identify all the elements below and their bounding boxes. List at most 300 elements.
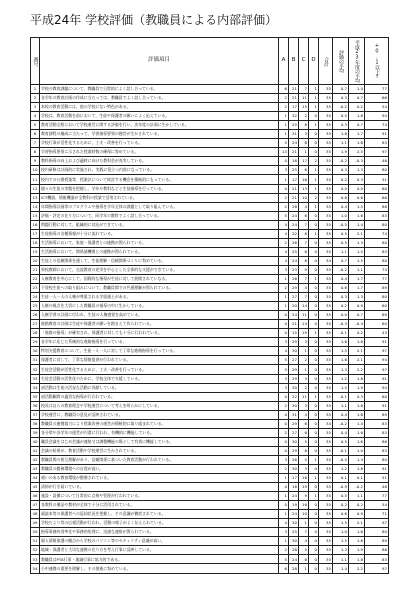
row-total: 35 bbox=[319, 311, 333, 320]
row-item: 校長は自らの教育理念や学校運営について考えを明らかにしている。 bbox=[40, 401, 279, 410]
row-up: 74 bbox=[365, 229, 389, 238]
row-item: 週いのある教育環境が整備されている。 bbox=[40, 474, 279, 483]
row-item: 会議の結果が、教育活動や学校運営に生かされている。 bbox=[40, 446, 279, 455]
row-no: 24 bbox=[31, 293, 40, 302]
row-total: 35 bbox=[319, 474, 333, 483]
count-d: 0 bbox=[309, 564, 319, 574]
count-c: 3 bbox=[299, 374, 309, 383]
count-b: 31 bbox=[289, 130, 299, 139]
row-no: 21 bbox=[31, 265, 40, 274]
row-item: 個々の生徒の実態を把握し、学年や教科などと生徒指導を行っている。 bbox=[40, 184, 279, 193]
count-c: 7 bbox=[299, 274, 309, 283]
row-no: 42 bbox=[31, 455, 40, 464]
row-up: 83 bbox=[365, 247, 389, 256]
count-b: 30 bbox=[289, 401, 299, 410]
row-no: 8 bbox=[31, 148, 40, 157]
table-row bbox=[31, 311, 389, 320]
table-row bbox=[31, 265, 389, 274]
row-total: 35 bbox=[319, 139, 333, 148]
count-c: 3 bbox=[299, 130, 309, 139]
count-c: 1 bbox=[299, 519, 309, 528]
table-row bbox=[31, 238, 389, 247]
row-prev: 1.1 bbox=[349, 265, 365, 274]
row-prev: 2.1 bbox=[349, 356, 365, 365]
count-c: 14 bbox=[299, 302, 309, 311]
row-item: 生徒会活動が活性化するために、工夫・改善を行っている。 bbox=[40, 365, 279, 374]
header-b: B bbox=[289, 38, 299, 85]
count-b: 30 bbox=[289, 347, 299, 356]
count-c: 19 bbox=[299, 329, 309, 338]
row-item: 教科指導の向上および適時に向けた教科会が充実している。 bbox=[40, 157, 279, 166]
table-row bbox=[31, 483, 389, 492]
table-row bbox=[31, 510, 389, 519]
row-total: 35 bbox=[319, 564, 333, 574]
row-no: 39 bbox=[31, 428, 40, 437]
count-c: 2 bbox=[299, 383, 309, 392]
count-a: 2 bbox=[279, 284, 289, 293]
count-a: 2 bbox=[279, 193, 289, 202]
table-row bbox=[31, 374, 389, 383]
row-item: 「進路の指導」が確実され、保護者に対しても十分に行われている。 bbox=[40, 329, 279, 338]
row-prev: 1.4 bbox=[349, 85, 365, 94]
count-b: 27 bbox=[289, 428, 299, 437]
row-item: 部活動顧問の適切な指導が行われている。 bbox=[40, 392, 279, 401]
header-no: 番号 bbox=[31, 38, 40, 85]
row-avg: -0.1 bbox=[333, 329, 349, 338]
count-b: 22 bbox=[289, 229, 299, 238]
count-c: 17 bbox=[299, 157, 309, 166]
row-up: 80 bbox=[365, 256, 389, 265]
row-up: 94 bbox=[365, 356, 389, 365]
row-avg: 1.6 bbox=[333, 356, 349, 365]
row-total: 35 bbox=[319, 428, 333, 437]
count-c: 6 bbox=[299, 139, 309, 148]
count-a: 3 bbox=[279, 528, 289, 537]
count-d: 0 bbox=[309, 374, 319, 383]
row-prev: 0.9 bbox=[349, 510, 365, 519]
row-avg: 0.2 bbox=[333, 501, 349, 510]
count-b: 31 bbox=[289, 410, 299, 419]
row-prev: 1.0 bbox=[349, 446, 365, 455]
count-d: 0 bbox=[309, 311, 319, 320]
row-up: 97 bbox=[365, 365, 389, 374]
row-avg: 1.3 bbox=[333, 365, 349, 374]
row-no: 44 bbox=[31, 474, 40, 483]
row-prev: 0.6 bbox=[349, 193, 365, 202]
row-total: 35 bbox=[319, 121, 333, 130]
row-total: 35 bbox=[319, 401, 333, 410]
row-total: 35 bbox=[319, 193, 333, 202]
count-d: 1 bbox=[309, 455, 319, 464]
row-no: 53 bbox=[31, 555, 40, 564]
count-c: 6 bbox=[299, 247, 309, 256]
row-avg: -0.5 bbox=[333, 455, 349, 464]
row-no: 6 bbox=[31, 130, 40, 139]
count-d: 0 bbox=[309, 537, 319, 546]
count-a: 0 bbox=[279, 446, 289, 455]
count-a: 0 bbox=[279, 410, 289, 419]
count-c: 6 bbox=[299, 166, 309, 175]
table-row bbox=[31, 202, 389, 211]
row-item: 保護者に対して、丁寧な情報提供が行われている。 bbox=[40, 356, 279, 365]
count-c: 16 bbox=[299, 474, 309, 483]
count-b: 24 bbox=[289, 311, 299, 320]
count-c: 10 bbox=[299, 193, 309, 202]
row-prev: 0.3 bbox=[349, 392, 365, 401]
row-total: 35 bbox=[319, 410, 333, 419]
count-c: 7 bbox=[299, 293, 309, 302]
row-total: 35 bbox=[319, 184, 333, 193]
row-total: 35 bbox=[319, 229, 333, 238]
row-prev: 0.2 bbox=[349, 329, 365, 338]
row-total: 34 bbox=[319, 256, 333, 265]
row-prev: 1.3 bbox=[349, 238, 365, 247]
count-d: 0 bbox=[309, 546, 319, 555]
count-a: 1 bbox=[279, 302, 289, 311]
row-up: 46 bbox=[365, 483, 389, 492]
row-up: 80 bbox=[365, 238, 389, 247]
row-up: 86 bbox=[365, 546, 389, 555]
count-a: 4 bbox=[279, 220, 289, 229]
row-prev: 1.3 bbox=[349, 293, 365, 302]
row-item: 人権教育を中心にして、国際的な指導が生徒に対して展開されていなる。 bbox=[40, 274, 279, 283]
row-avg: 1.5 bbox=[333, 347, 349, 356]
row-avg: 0.1 bbox=[333, 474, 349, 483]
count-a: 5 bbox=[279, 365, 289, 374]
row-up: 89 bbox=[365, 537, 389, 546]
row-no: 28 bbox=[31, 329, 40, 338]
row-prev: -0.2 bbox=[349, 483, 365, 492]
row-avg: 0.3 bbox=[333, 166, 349, 175]
table-row bbox=[31, 166, 389, 175]
row-up: 94 bbox=[365, 112, 389, 121]
row-item: 小中連携の重要を理解し、その推進に努めている。 bbox=[40, 564, 279, 574]
row-item: 問題行動に対して、組織的に対応ができている。 bbox=[40, 220, 279, 229]
count-b: 28 bbox=[289, 202, 299, 211]
row-no: 3 bbox=[31, 103, 40, 112]
count-c: 1 bbox=[299, 564, 309, 574]
table-row bbox=[31, 401, 389, 410]
row-up: 83 bbox=[365, 555, 389, 564]
row-no: 37 bbox=[31, 410, 40, 419]
row-avg: 0.5 bbox=[333, 229, 349, 238]
table-row bbox=[31, 130, 389, 139]
count-c: 15 bbox=[299, 103, 309, 112]
count-a: 2 bbox=[279, 238, 289, 247]
row-no: 54 bbox=[31, 564, 40, 574]
count-a: 4 bbox=[279, 229, 289, 238]
count-c: 7 bbox=[299, 220, 309, 229]
row-no: 27 bbox=[31, 320, 40, 329]
row-prev: 1.7 bbox=[349, 130, 365, 139]
row-prev: 2.1 bbox=[349, 519, 365, 528]
row-no: 5 bbox=[31, 121, 40, 130]
row-no: 43 bbox=[31, 464, 40, 473]
row-avg: -0.3 bbox=[333, 320, 349, 329]
row-up: 80 bbox=[365, 166, 389, 175]
row-up: 77 bbox=[365, 85, 389, 94]
row-total: 35 bbox=[319, 112, 333, 121]
row-no: 14 bbox=[31, 202, 40, 211]
row-avg: 1.2 bbox=[333, 464, 349, 473]
count-a: 1 bbox=[279, 474, 289, 483]
count-b: 29 bbox=[289, 284, 299, 293]
count-a: 2 bbox=[279, 428, 289, 437]
row-total: 35 bbox=[319, 392, 333, 401]
row-avg: 0.4 bbox=[333, 274, 349, 283]
count-b: 27 bbox=[289, 293, 299, 302]
row-item: 施設・設備について日常的に点検や管理が行われている。 bbox=[40, 492, 279, 501]
row-avg: 0.0 bbox=[333, 184, 349, 193]
row-item: 生徒一人一人の人権が尊重される学級風土がある。 bbox=[40, 293, 279, 302]
row-total: 35 bbox=[319, 555, 333, 564]
count-c: 4 bbox=[299, 202, 309, 211]
count-b: 24 bbox=[289, 220, 299, 229]
evaluation-table bbox=[30, 37, 389, 574]
row-avg: 0.2 bbox=[333, 302, 349, 311]
row-prev: -0.3 bbox=[349, 157, 365, 166]
count-c: 7 bbox=[299, 85, 309, 94]
count-d: 0 bbox=[309, 519, 319, 528]
count-c: 6 bbox=[299, 211, 309, 220]
row-total: 35 bbox=[319, 365, 333, 374]
count-d: 1 bbox=[309, 94, 319, 103]
row-total: 35 bbox=[319, 130, 333, 139]
count-d: 0 bbox=[309, 139, 319, 148]
count-c: 7 bbox=[299, 238, 309, 247]
count-d: 1 bbox=[309, 175, 319, 184]
row-item: 地域・保護者と大切な連携の在り方を考え行事に反映している。 bbox=[40, 546, 279, 555]
count-c: 3 bbox=[299, 338, 309, 347]
row-total: 35 bbox=[319, 464, 333, 473]
row-prev: 1.8 bbox=[349, 555, 365, 564]
row-item: 生徒指導の各種情報が十分に流れている。 bbox=[40, 229, 279, 238]
row-avg: 0.6 bbox=[333, 510, 349, 519]
row-prev: 1.5 bbox=[349, 202, 365, 211]
count-b: 26 bbox=[289, 455, 299, 464]
row-total: 35 bbox=[319, 510, 333, 519]
count-a: 3 bbox=[279, 265, 289, 274]
row-up: 66 bbox=[365, 94, 389, 103]
row-avg: 0.3 bbox=[333, 293, 349, 302]
row-avg: 0.7 bbox=[333, 85, 349, 94]
row-prev: 1.6 bbox=[349, 139, 365, 148]
row-prev: 2.2 bbox=[349, 564, 365, 574]
row-avg: 0.5 bbox=[333, 238, 349, 247]
table-row bbox=[31, 112, 389, 121]
row-avg: -0.2 bbox=[333, 419, 349, 428]
count-d: 0 bbox=[309, 338, 319, 347]
row-item: 部活動は生徒の活発な活動に貢献している。 bbox=[40, 383, 279, 392]
count-a: 0 bbox=[279, 419, 289, 428]
row-avg: 0.3 bbox=[333, 94, 349, 103]
count-c: 1 bbox=[299, 365, 309, 374]
count-a: 0 bbox=[279, 157, 289, 166]
row-prev: 1.6 bbox=[349, 528, 365, 537]
count-a: 6 bbox=[279, 85, 289, 94]
count-c: 14 bbox=[299, 320, 309, 329]
row-prev: 1.8 bbox=[349, 374, 365, 383]
row-item: ICT機器、情報機器が全教科の授業で活用されている。 bbox=[40, 193, 279, 202]
count-c: 6 bbox=[299, 419, 309, 428]
table-row bbox=[31, 256, 389, 265]
table-row bbox=[31, 446, 389, 455]
row-item: 教職員間の相互理解があり、信頼関係に基づいた教育活動が行われている。 bbox=[40, 455, 279, 464]
header-c: C bbox=[299, 38, 309, 85]
count-b: 20 bbox=[289, 302, 299, 311]
count-d: 1 bbox=[309, 85, 319, 94]
row-no: 46 bbox=[31, 492, 40, 501]
row-item: 生徒との信頼関係を通して、生徒理解・信頼関係づくりに努めている。 bbox=[40, 256, 279, 265]
row-item: 指導事務的効率化や事務的処理に、迅速な連絡が図られている。 bbox=[40, 528, 279, 537]
row-up: 60 bbox=[365, 320, 389, 329]
table-row bbox=[31, 85, 389, 94]
row-total: 35 bbox=[319, 383, 333, 392]
table-row bbox=[31, 383, 389, 392]
count-c: 2 bbox=[299, 356, 309, 365]
count-c: 13 bbox=[299, 184, 309, 193]
count-b: 28 bbox=[289, 546, 299, 555]
count-b: 27 bbox=[289, 356, 299, 365]
row-no: 19 bbox=[31, 247, 40, 256]
count-b: 23 bbox=[289, 265, 299, 274]
table-row bbox=[31, 274, 389, 283]
row-prev: 0.9 bbox=[349, 302, 365, 311]
count-b: 30 bbox=[289, 383, 299, 392]
row-item: 教職員の連携協力により授業改善の運営が積極的に取り組まれている。 bbox=[40, 419, 279, 428]
row-prev: 1.7 bbox=[349, 284, 365, 293]
row-total: 35 bbox=[319, 329, 333, 338]
row-up: 60 bbox=[365, 302, 389, 311]
row-prev: 2.2 bbox=[349, 365, 365, 374]
row-total: 35 bbox=[319, 501, 333, 510]
row-avg: 1.0 bbox=[333, 211, 349, 220]
row-item: 校内研修は計画的に実施され、実践に役立つ内容になっている。 bbox=[40, 166, 279, 175]
count-d: 1 bbox=[309, 474, 319, 483]
row-item: 本校の教育活動には、他の学校にない特色がある。 bbox=[40, 103, 279, 112]
row-no: 50 bbox=[31, 528, 40, 537]
count-d: 1 bbox=[309, 329, 319, 338]
row-no: 29 bbox=[31, 338, 40, 347]
count-c: 4 bbox=[299, 537, 309, 546]
count-d: 0 bbox=[309, 112, 319, 121]
count-c: 6 bbox=[299, 446, 309, 455]
count-d: 2 bbox=[309, 193, 319, 202]
count-a: 5 bbox=[279, 356, 289, 365]
count-a: 4 bbox=[279, 519, 289, 528]
row-avg: 0.4 bbox=[333, 202, 349, 211]
count-d: 0 bbox=[309, 401, 319, 410]
row-no: 22 bbox=[31, 274, 40, 283]
count-c: 8 bbox=[299, 121, 309, 130]
row-item: 各分掌や各学年の運営が円滑に行われ、有機的に機能している。 bbox=[40, 428, 279, 437]
row-total: 35 bbox=[319, 274, 333, 283]
count-a: 3 bbox=[279, 338, 289, 347]
count-b: 17 bbox=[289, 474, 299, 483]
row-up: 69 bbox=[365, 311, 389, 320]
count-a: 0 bbox=[279, 483, 289, 492]
count-d: 1 bbox=[309, 274, 319, 283]
table-row bbox=[31, 492, 389, 501]
count-b: 30 bbox=[289, 464, 299, 473]
header-item: 評価項目 bbox=[40, 38, 279, 85]
table-row bbox=[31, 284, 389, 293]
count-a: 2 bbox=[279, 464, 289, 473]
row-item: 職員会議をはじめ会議が連絡又は調整機能の場として有効に機能している。 bbox=[40, 437, 279, 446]
row-no: 35 bbox=[31, 392, 40, 401]
row-avg: 1.5 bbox=[333, 537, 349, 546]
row-prev: 1.5 bbox=[349, 247, 365, 256]
row-up: 97 bbox=[365, 347, 389, 356]
header-avg: 評価の平均 bbox=[333, 38, 349, 85]
count-c: 19 bbox=[299, 483, 309, 492]
row-item: 進路教育の計画は生徒や保護者の願いを踏まえて作られている。 bbox=[40, 320, 279, 329]
row-prev: 1.4 bbox=[349, 419, 365, 428]
row-item: 学校の教育課題について、教職員で日常的によく話し合っている。 bbox=[40, 85, 279, 94]
count-d: 1 bbox=[309, 202, 319, 211]
row-avg: 1.5 bbox=[333, 383, 349, 392]
row-up: 89 bbox=[365, 410, 389, 419]
count-b: 19 bbox=[289, 501, 299, 510]
count-c: 4 bbox=[299, 284, 309, 293]
count-d: 1 bbox=[309, 103, 319, 112]
table-row bbox=[31, 157, 389, 166]
row-no: 36 bbox=[31, 401, 40, 410]
row-avg: -0.1 bbox=[333, 446, 349, 455]
table-header-row bbox=[31, 38, 389, 85]
table-row bbox=[31, 410, 389, 419]
count-b: 24 bbox=[289, 555, 299, 564]
row-avg: 1.3 bbox=[333, 546, 349, 555]
row-up: 83 bbox=[365, 211, 389, 220]
count-a: 1 bbox=[279, 121, 289, 130]
row-item: 各教科の備品や教材が全体で十分に活用されている。 bbox=[40, 501, 279, 510]
count-a: 6 bbox=[279, 564, 289, 574]
row-up: 60 bbox=[365, 392, 389, 401]
row-no: 2 bbox=[31, 94, 40, 103]
row-total: 35 bbox=[319, 320, 333, 329]
row-prev: 0.7 bbox=[349, 94, 365, 103]
count-a: 4 bbox=[279, 247, 289, 256]
count-c: 11 bbox=[299, 392, 309, 401]
table-row bbox=[31, 528, 389, 537]
row-item: 各学年の教育計画の作成に当たっては、教職員でよく話し合っている。 bbox=[40, 94, 279, 103]
row-no: 4 bbox=[31, 112, 40, 121]
row-prev: 2.1 bbox=[349, 347, 365, 356]
row-total: 35 bbox=[319, 238, 333, 247]
row-no: 13 bbox=[31, 193, 40, 202]
count-c: 9 bbox=[299, 492, 309, 501]
row-item: 学校だより等の広報活動が行われ、活動の様子がよく伝えられている。 bbox=[40, 519, 279, 528]
count-c: 6 bbox=[299, 256, 309, 265]
count-d: 2 bbox=[309, 157, 319, 166]
row-up: 83 bbox=[365, 428, 389, 437]
row-item: 教職員の勤務環境への自覚が高い。 bbox=[40, 464, 279, 473]
count-d: 0 bbox=[309, 148, 319, 157]
row-prev: 1.6 bbox=[349, 428, 365, 437]
row-avg: 0.5 bbox=[333, 492, 349, 501]
table-row bbox=[31, 211, 389, 220]
count-b: 21 bbox=[289, 184, 299, 193]
count-d: 0 bbox=[309, 265, 319, 274]
row-avg: -0.2 bbox=[333, 157, 349, 166]
row-total: 35 bbox=[319, 528, 333, 537]
row-prev: 1.8 bbox=[349, 464, 365, 473]
row-avg: 0.6 bbox=[333, 284, 349, 293]
count-b: 29 bbox=[289, 419, 299, 428]
table-row bbox=[31, 148, 389, 157]
row-up: 80 bbox=[365, 293, 389, 302]
